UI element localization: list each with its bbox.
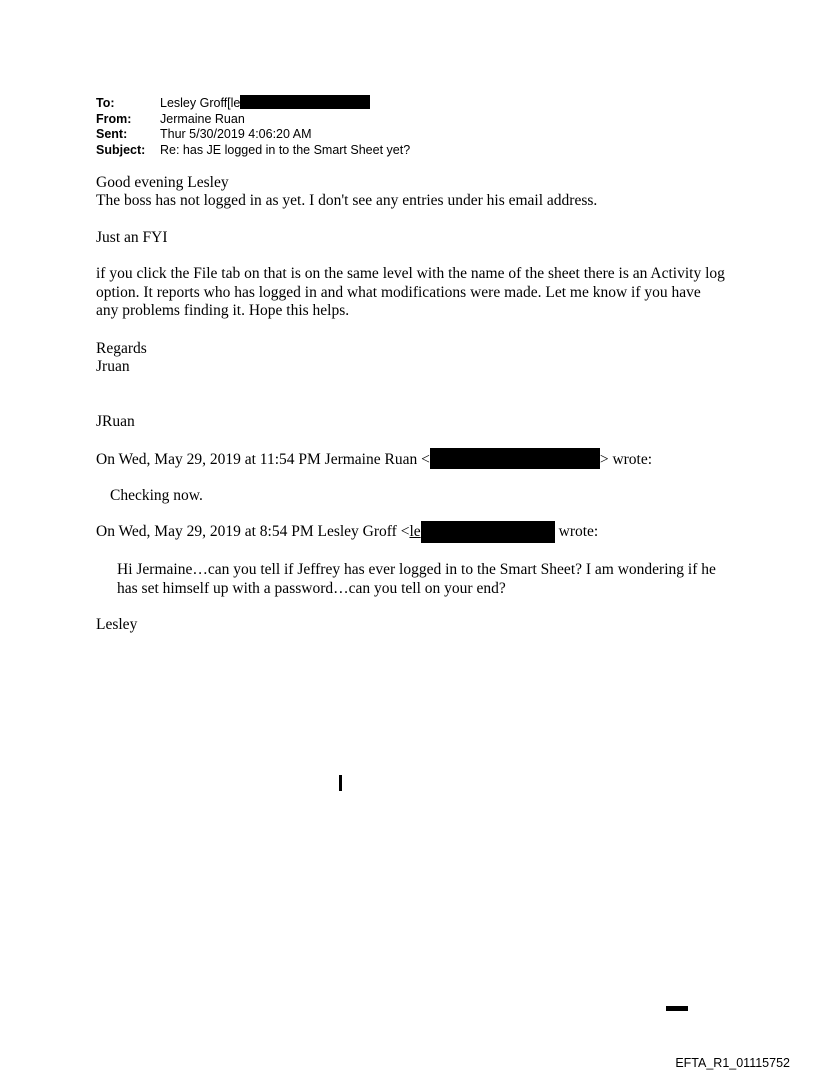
sent-value: Thur 5/30/2019 4:06:20 AM bbox=[160, 127, 312, 141]
signature: JRuan bbox=[96, 413, 135, 430]
from-label: From: bbox=[96, 111, 132, 126]
from-value: Jermaine Ruan bbox=[160, 111, 245, 126]
redaction-bar bbox=[430, 448, 600, 469]
sender-name: Jruan bbox=[96, 358, 130, 375]
quote2-attribution bbox=[96, 523, 598, 543]
quote1-wrote: > wrote: bbox=[599, 451, 653, 468]
subject-label: Subject: bbox=[96, 142, 146, 157]
message-paragraph: if you click the File tab on that is on the same level with the name of the sheet there is an Activity log option. It reports who has logged in and what modifications were made. Let me know if you have any problems finding it. Hope this helps. bbox=[96, 265, 725, 319]
redaction-bar bbox=[240, 95, 370, 109]
quote2-attribution-text: On Wed, May 29, 2019 at 8:54 PM Lesley Groff < bbox=[96, 523, 410, 540]
quote1-attribution bbox=[96, 451, 652, 470]
email-header bbox=[96, 96, 410, 158]
quote2-text: Hi Jermaine…can you tell if Jeffrey has ever logged in to the Smart Sheet? I am wondering if he has set himself up with a password…can you tell on your end? bbox=[117, 561, 716, 597]
subject-value: Re: has JE logged in to the Smart Sheet yet? bbox=[160, 142, 411, 157]
scan-mark bbox=[666, 1006, 688, 1011]
from-row bbox=[96, 112, 410, 128]
to-value: Lesley Groff[le bbox=[160, 96, 241, 110]
subject-row bbox=[96, 143, 410, 159]
to-label: To: bbox=[96, 96, 115, 110]
sent-row bbox=[96, 127, 410, 143]
document-id: EFTA_R1_01115752 bbox=[675, 1056, 790, 1070]
sent-label: Sent: bbox=[96, 127, 128, 141]
message-line: The boss has not logged in as yet. I don't see any entries under his email address. bbox=[96, 192, 598, 209]
quote2-wrote: wrote: bbox=[558, 523, 599, 540]
quote1-text: Checking now. bbox=[110, 487, 203, 504]
fyi-line: Just an FYI bbox=[96, 229, 168, 246]
quote2-signoff: Lesley bbox=[96, 616, 138, 633]
to-row bbox=[96, 96, 410, 112]
scan-mark bbox=[339, 775, 342, 791]
greeting: Good evening Lesley bbox=[96, 174, 229, 191]
redaction-bar bbox=[421, 521, 555, 543]
email-link[interactable]: le bbox=[409, 523, 421, 540]
regards: Regards bbox=[96, 340, 147, 357]
quote1-attribution-text: On Wed, May 29, 2019 at 11:54 PM Jermaine Ruan < bbox=[96, 451, 430, 468]
